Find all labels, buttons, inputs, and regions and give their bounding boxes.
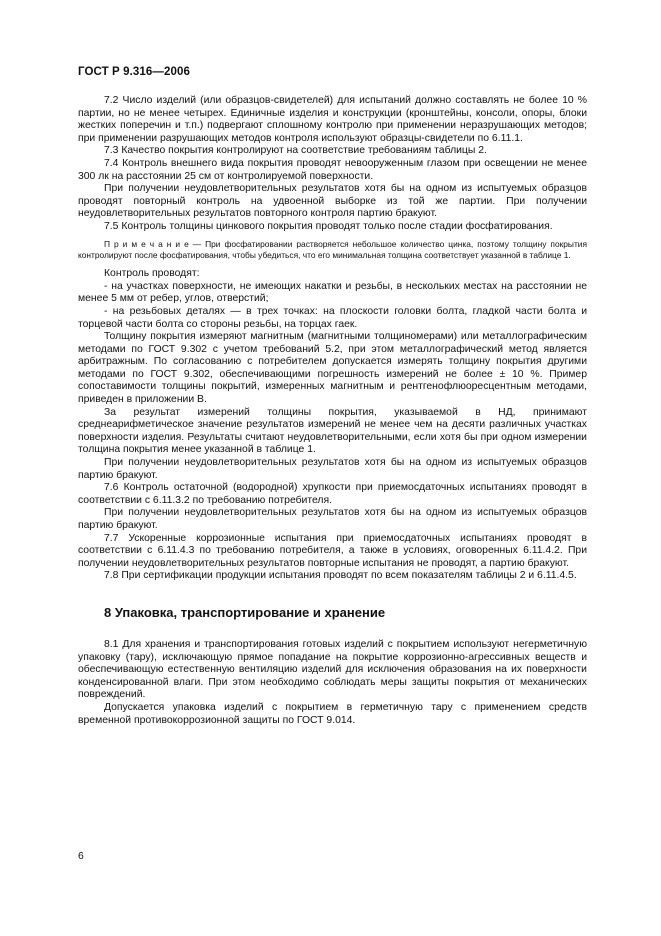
document-body: [78, 95, 587, 727]
paragraph-7-4-repeat-control: При получении неудовлетворительных результатов хотя бы на одном из испытуемых образцов проводят повторный контроль на удвоенной выборке из той же партии. При получении неудовлетворительных результатов повторного контроля партию бракуют.: [78, 183, 587, 220]
paragraph-7-8: 7.8 При сертификации продукции испытания проводят по всем показателям таблицы 2 и 6.11.4.5.: [104, 570, 577, 582]
section-8-heading: 8 Упаковка, транспортирование и хранение: [104, 604, 386, 620]
paragraph-reject-1: При получении неудовлетворительных результатов хотя бы на одном из испытуемых образцов партию бракуют.: [78, 457, 587, 481]
paragraph-7-5: 7.5 Контроль толщины цинкового покрытия проводят только после стадии фосфатирования.: [104, 220, 553, 232]
document-header: ГОСТ Р 9.316—2006: [78, 66, 190, 78]
paragraph-reject-2: При получении неудовлетворительных результатов хотя бы на одном из испытуемых образцов партию бракуют.: [78, 507, 587, 531]
paragraph-8-1: 8.1 Для хранения и транспортирования готовых изделий с покрытием используют негерметичную упаковку (тару), исключающую прямое попадание на покрытие коррозионно-агрессивных веществ и обеспечивающую естественную вентиляцию изделий для исключения образования на их поверхности конденсированной влаги. При этом необходимо соблюдать меры защиты покрытия от механических повреждений.: [78, 638, 587, 701]
list-item-surface: - на участках поверхности, не имеющих накатки и резьбы, в нескольких местах на расстоянии не менее 5 мм от ребер, углов, отверстий;: [78, 280, 587, 305]
paragraph-8-1-packaging: Допускается упаковка изделий с покрытием в герметичную тару с применением средств временной противокоррозионной защиты по ГОСТ 9.014.: [78, 701, 587, 726]
page-number: 6: [78, 851, 84, 862]
paragraph-control-intro: Контроль проводят:: [104, 268, 200, 280]
paragraph-7-7: 7.7 Ускоренные коррозионные испытания при приемосдаточных испытаниях проводят в соответствии с 6.11.4.3 по требованию потребителя, а также в условиях, оговоренных 6.11.4.2. При получении неудовлетворительных результатов повторные испытания не проводят, а партию бракуют.: [78, 532, 587, 569]
paragraph-7-4: 7.4 Контроль внешнего вида покрытия проводят невооруженным глазом при освещении не менее 300 лк на расстоянии 25 см от контролируемой поверхности.: [78, 157, 587, 182]
paragraph-thickness-result: За результат измерений толщины покрытия, указываемой в НД, принимают среднеарифметическое значение результатов измерений не менее чем на десяти различных участках поверхности изделия. Результаты считают неудовлетворительными, если хотя бы при одном измерении толщина покрытия менее указанной в таблице 1.: [78, 406, 587, 456]
paragraph-thickness-methods: Толщину покрытия измеряют магнитным (магнитными толщиномерами) или металлографическим методами по ГОСТ 9.302 с учетом требований 5.2, при этом металлографический метод является арбитражным. По согласованию с потребителем допускается измерять толщину покрытия другими методами по ГОСТ 9.302, обеспечивающими погрешность измерений не более ± 10 %. Пример сопоставимости толщины покрытий, измеренных магнитным и рентгенофлюоресцентным методами, приведен в приложении В.: [78, 331, 587, 406]
list-item-threaded: - на резьбовых деталях — в трех точках: на плоскости головки болта, гладкой части болта и торцевой части болта со стороны резьбы, на торцах гаек.: [78, 305, 587, 330]
note: П р и м е ч а н и е — При фосфатировании растворяется небольшое количество цинка, поэтому толщину покрытия контролируют после фосфатирования, чтобы убедиться, что его минимальная толщина соответствует указанной в таблице 1.: [78, 238, 587, 260]
paragraph-7-2: 7.2 Число изделий (или образцов-свидетелей) для испытаний должно составлять не более 10 % партии, но не менее четырех. Единичные изделия и конструкции (кронштейны, консоли, опоры, блоки жестких поперечин и т.п.) подвергают сплошному контролю при применении неразрушающих методов; при применении разрушающих методов контроля используют образцы-свидетели по 6.11.1.: [78, 95, 587, 144]
paragraph-7-6: 7.6 Контроль остаточной (водородной) хрупкости при приемосдаточных испытаниях проводят в соответствии с 6.11.3.2 по требованию потребителя.: [78, 482, 587, 506]
paragraph-7-3: 7.3 Качество покрытия контролируют на соответствие требованиям таблицы 2.: [104, 145, 487, 157]
